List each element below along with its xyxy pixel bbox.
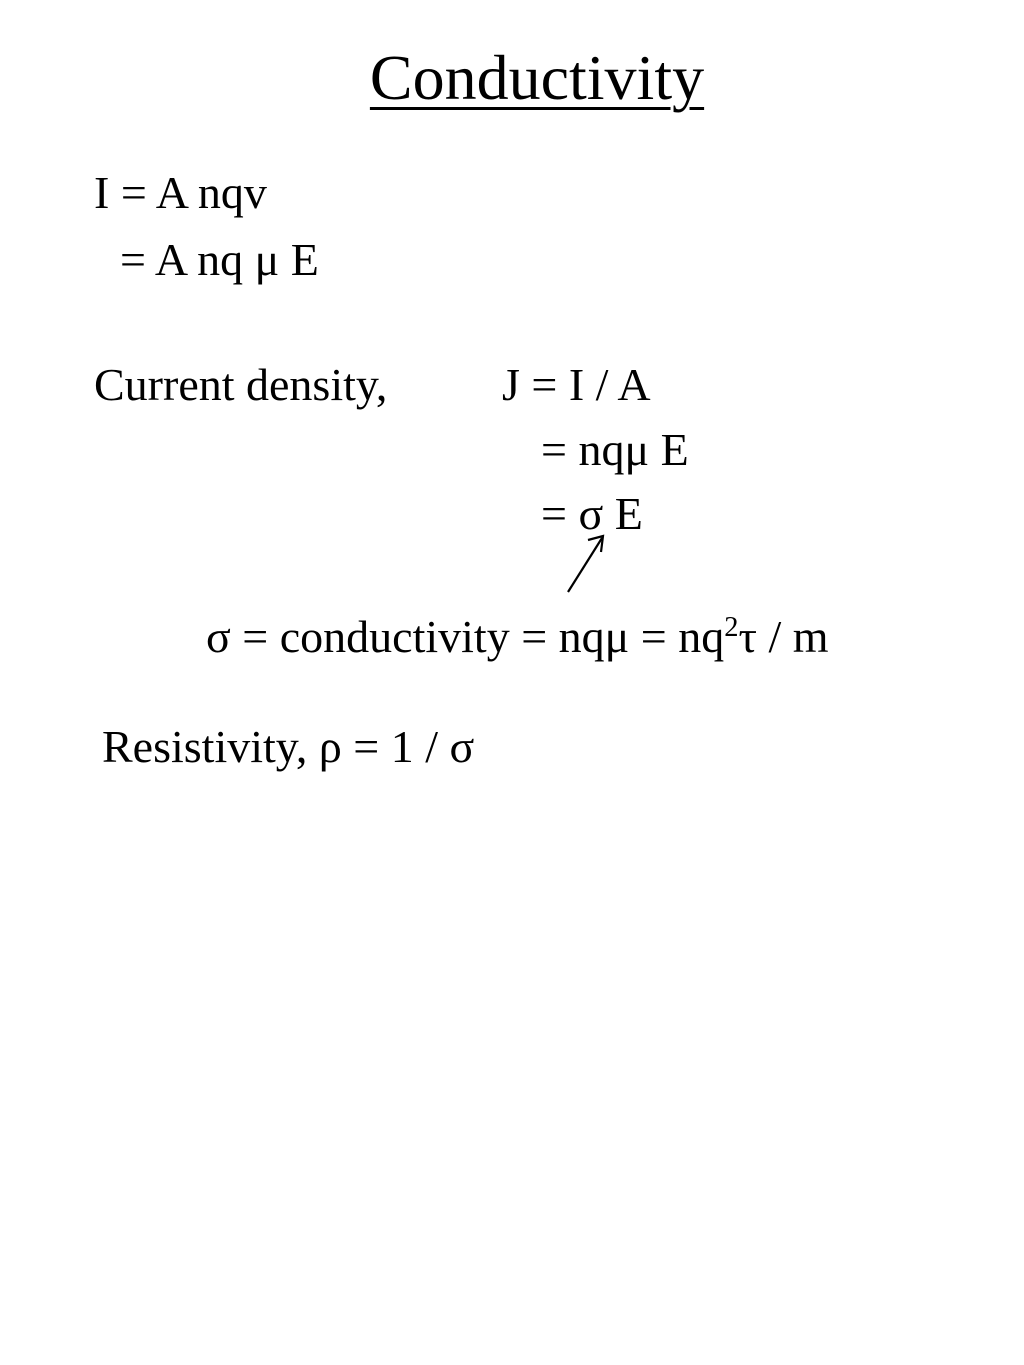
conductivity-definition-prefix: σ = conductivity = nqμ = nq xyxy=(206,611,725,662)
current-equation-1: I = A nqv xyxy=(94,167,267,218)
conductivity-definition xyxy=(206,611,829,662)
conductivity-definition-suffix: τ / m xyxy=(738,611,829,662)
current-density-label: Current density, xyxy=(94,359,388,410)
superscript-exponent: 2 xyxy=(724,612,739,644)
current-equation-2: = A nq μ E xyxy=(120,234,319,285)
current-density-equation-3: = σ E xyxy=(541,488,643,539)
current-density-equation-1: J = I / A xyxy=(502,359,651,410)
page-title: Conductivity xyxy=(369,42,705,113)
arrow-up-right-icon xyxy=(560,530,610,596)
current-density-equation-2: = nqμ E xyxy=(541,424,689,475)
resistivity-equation: Resistivity, ρ = 1 / σ xyxy=(102,721,475,772)
